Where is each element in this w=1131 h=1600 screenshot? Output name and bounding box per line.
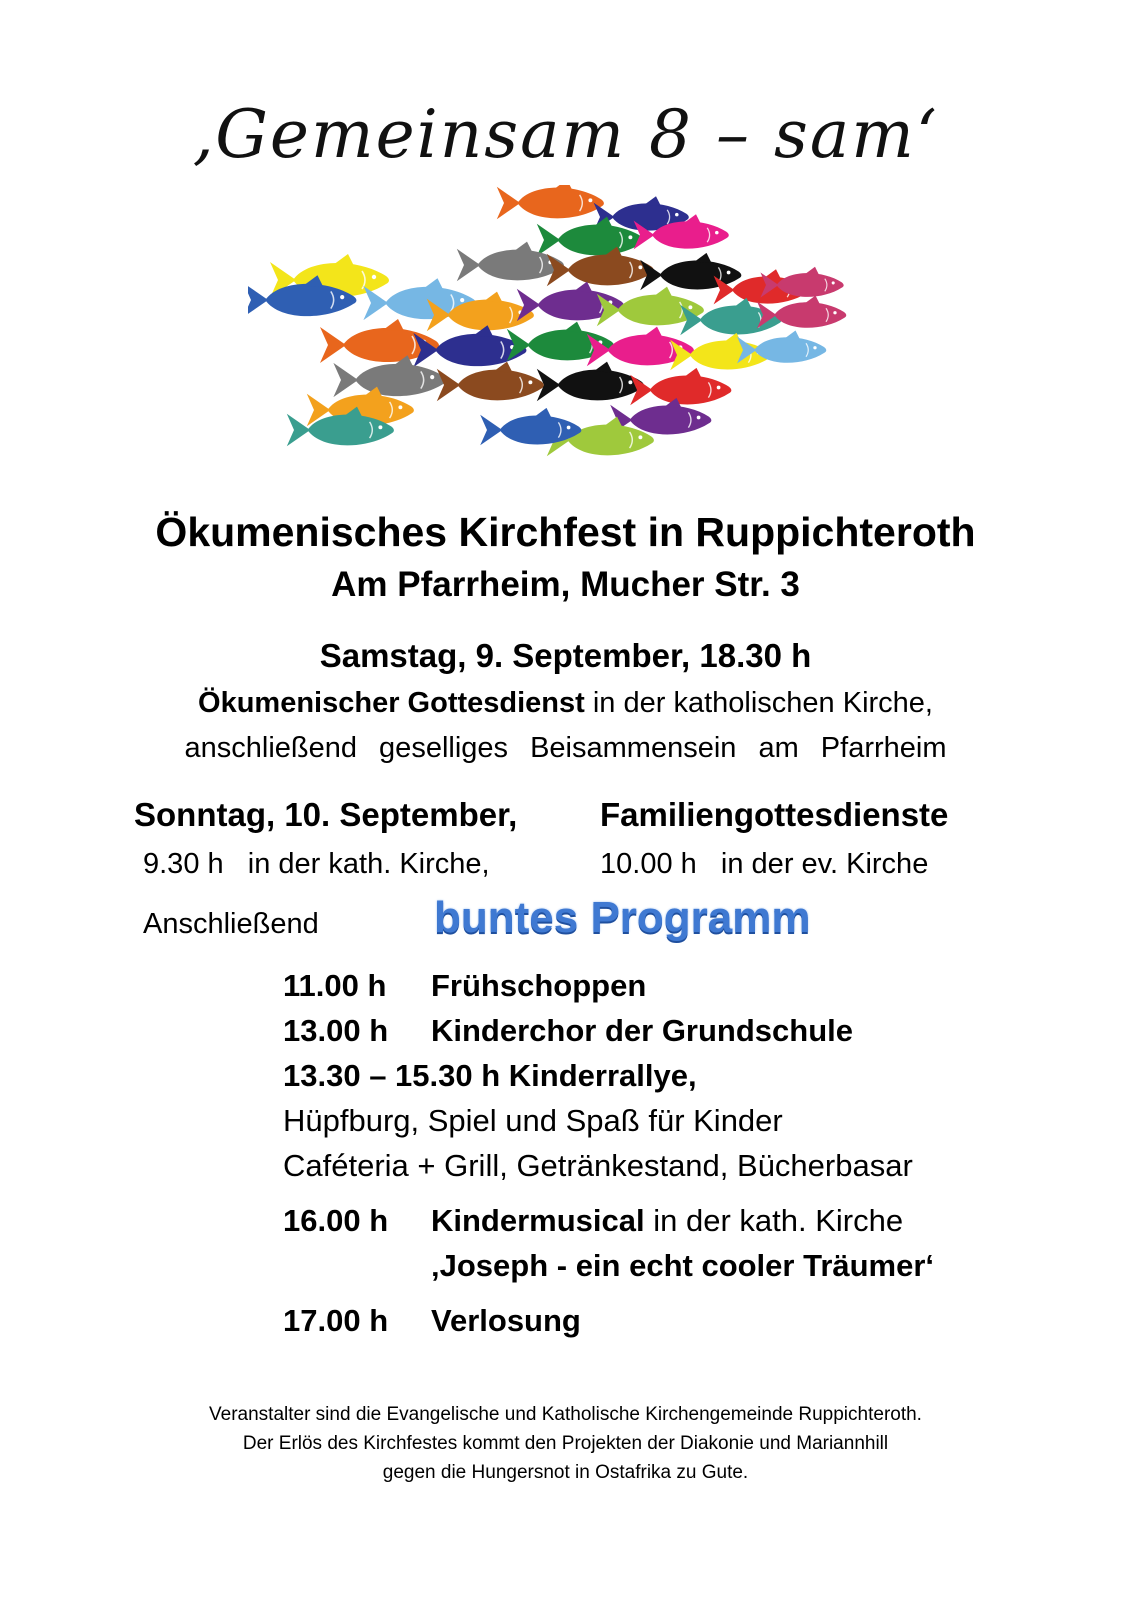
- schedule-time: 17.00 h: [283, 1303, 389, 1338]
- page-title: ‚Gemeinsam 8 – sam‘: [192, 96, 939, 173]
- schedule-row: [283, 968, 646, 1004]
- saturday-service-line: [0, 687, 1131, 720]
- schedule-row: [283, 1203, 903, 1239]
- schedule-item-location: in der kath. Kirche: [644, 1203, 904, 1238]
- event-headline: Ökumenisches Kirchfest in Ruppichteroth: [155, 509, 976, 555]
- schedule-item: Verlosung: [431, 1303, 581, 1338]
- schedule-time: 13.30 – 15.30 h: [283, 1058, 501, 1093]
- sunday-service-title: Familiengottesdienste: [600, 796, 949, 833]
- footer-organizer: Veranstalter sind die Evangelische und Katholische Kirchengemeinde Ruppichteroth.: [209, 1404, 922, 1425]
- sunday-date: Sonntag, 10. September,: [134, 796, 518, 833]
- saturday-service-location: in der katholischen Kirche,: [584, 687, 933, 719]
- schedule-item: Kinderchor der Grundschule: [431, 1013, 854, 1048]
- fish-shape: [497, 185, 604, 219]
- saturday-service-name: Ökumenischer Gottesdienst: [198, 687, 585, 719]
- food-and-stands: Caféteria + Grill, Getränkestand, Bücherbasar: [283, 1148, 913, 1183]
- afterwards-label: Anschließend: [143, 908, 319, 940]
- saturday-date: Samstag, 9. September, 18.30 h: [319, 637, 812, 674]
- footer-proceeds: Der Erlös des Kirchfestes kommt den Projekten der Diakonie und Mariannhill: [242, 1433, 889, 1454]
- fish-shape: [437, 362, 544, 402]
- schedule-row: [283, 1013, 853, 1049]
- musical-title: ‚Joseph - ein echt cooler Träumer‘: [431, 1248, 935, 1283]
- children-activities: Hüpfburg, Spiel und Spaß für Kinder: [283, 1103, 783, 1138]
- schedule-time: 16.00 h: [283, 1203, 389, 1238]
- footer-cause: gegen die Hungersnot in Ostafrika zu Gute.: [382, 1462, 749, 1483]
- sunday-service-protestant: 10.00 h in der ev. Kirche: [600, 848, 929, 880]
- schedule-row: [283, 1058, 697, 1094]
- fish-shape: [630, 368, 731, 405]
- program-title: buntes Programm: [434, 893, 811, 942]
- schedule-item: Kinderrallye,: [508, 1058, 697, 1093]
- schedule-item: Frühschoppen: [431, 968, 647, 1003]
- event-address: Am Pfarrheim, Mucher Str. 3: [331, 565, 800, 604]
- schedule-row: [283, 1303, 581, 1339]
- fish-shape: [537, 362, 644, 402]
- fish-swarm-illustration: [248, 185, 848, 475]
- sunday-service-catholic: 9.30 h in der kath. Kirche,: [143, 848, 490, 880]
- saturday-gathering-line: anschließend geselliges Beisammensein am Pfarrheim: [184, 732, 947, 764]
- schedule-time: 11.00 h: [283, 968, 387, 1003]
- schedule-item: Kindermusical: [431, 1203, 645, 1238]
- schedule-time: 13.00 h: [283, 1013, 389, 1048]
